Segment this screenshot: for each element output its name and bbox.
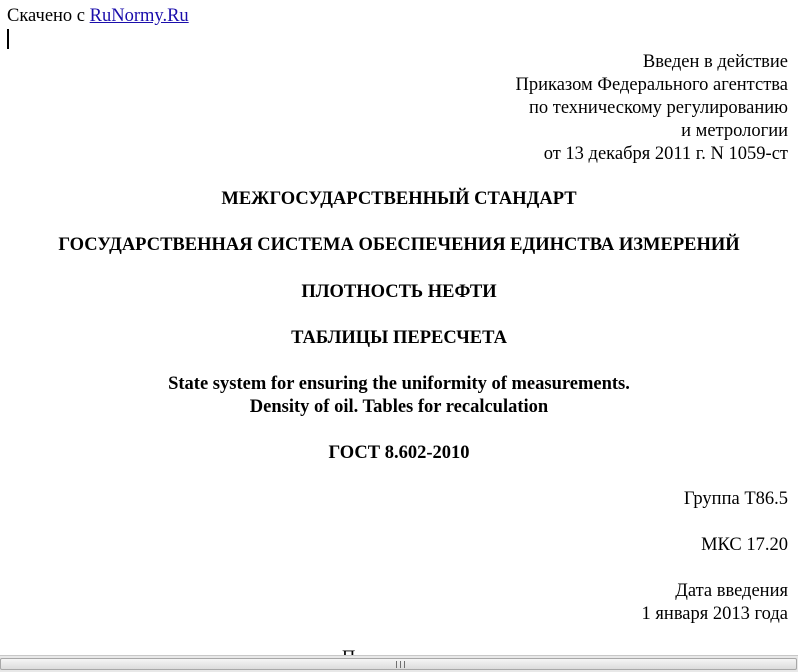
approval-block	[516, 51, 789, 166]
english-title-line-1: State system for ensuring the uniformity of measurements.	[168, 374, 630, 394]
standard-type-heading: МЕЖГОСУДАРСТВЕННЫЙ СТАНДАРТ	[221, 189, 577, 209]
group-label: Группа Т86.5	[683, 489, 788, 509]
approval-line: по техническому регулированию	[528, 98, 788, 118]
intro-date-label: Дата введения	[675, 581, 788, 601]
english-title-line-2: Density of oil. Tables for recalculation	[249, 397, 549, 417]
subtitle-heading: ТАБЛИЦЫ ПЕРЕСЧЕТА	[291, 328, 507, 348]
source-line	[7, 5, 189, 28]
approval-line: Приказом Федерального агентства	[515, 75, 788, 95]
source-link[interactable]: RuNormy.Ru	[89, 6, 189, 26]
approval-line: Введен в действие	[642, 52, 788, 72]
source-prefix: Скачено с	[7, 6, 86, 26]
scrollbar-thumb[interactable]	[0, 658, 797, 670]
system-name-heading: ГОСУДАРСТВЕННАЯ СИСТЕМА ОБЕСПЕЧЕНИЯ ЕДИНСТВА ИЗМЕРЕНИЙ	[58, 235, 740, 255]
standard-code: ГОСТ 8.602-2010	[328, 443, 470, 463]
grip-icon	[396, 661, 405, 668]
subject-heading: ПЛОТНОСТЬ НЕФТИ	[301, 282, 497, 302]
mks-label: МКС 17.20	[701, 535, 788, 555]
approval-line: от 13 декабря 2011 г. N 1059-ст	[543, 144, 788, 164]
approval-line: и метрологии	[681, 121, 788, 141]
horizontal-scrollbar[interactable]	[0, 655, 798, 672]
intro-date-value: 1 января 2013 года	[641, 604, 788, 624]
text-caret	[7, 29, 9, 49]
